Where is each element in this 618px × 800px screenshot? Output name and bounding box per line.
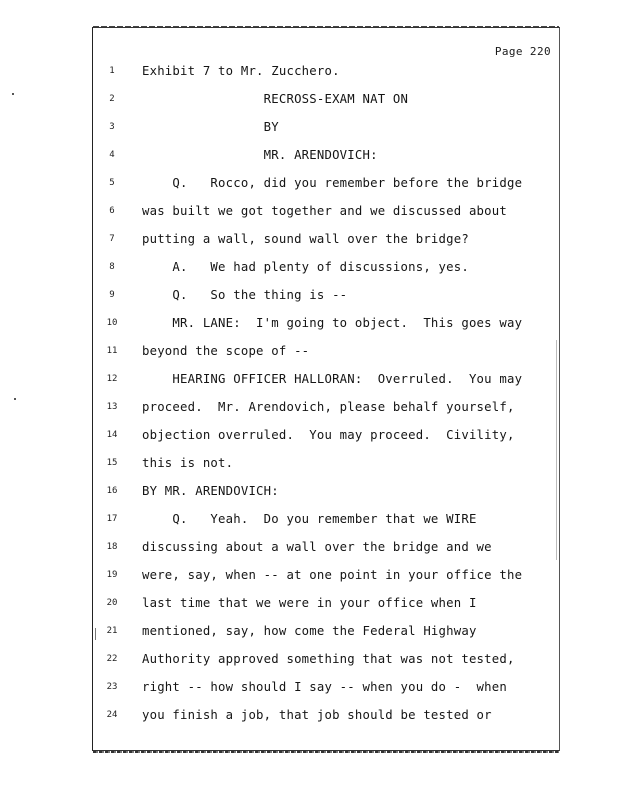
line-number: 16	[106, 486, 118, 496]
transcript-line: HEARING OFFICER HALLORAN: Overruled. You may	[142, 372, 523, 386]
transcript-line: Q. Rocco, did you remember before the bridge	[142, 176, 523, 190]
transcript-line: were, say, when -- at one point in your office the	[142, 568, 523, 582]
transcript-line: last time that we were in your office when I	[142, 596, 477, 610]
line-number: 24	[106, 710, 118, 720]
line-number: 6	[109, 206, 115, 216]
line-number: 4	[109, 150, 115, 160]
line-number: 2	[109, 94, 115, 104]
transcript-line: proceed. Mr. Arendovich, please behalf yourself,	[142, 400, 515, 414]
transcript-line: right -- how should I say -- when you do - when	[142, 680, 507, 694]
transcript-line: A. We had plenty of discussions, yes.	[142, 260, 469, 274]
transcript-line: BY MR. ARENDOVICH:	[142, 484, 279, 498]
top-border-rule	[93, 26, 559, 27]
line-number: 17	[106, 514, 118, 524]
transcript-line: discussing about a wall over the bridge and we	[142, 540, 492, 554]
transcript-line: mentioned, say, how come the Federal Highway	[142, 624, 477, 638]
bottom-border-rule	[93, 751, 559, 753]
scan-speck	[95, 628, 96, 640]
line-number: 23	[106, 682, 118, 692]
transcript-line: BY	[142, 120, 279, 134]
line-number: 9	[109, 290, 115, 300]
line-number: 19	[106, 570, 118, 580]
transcript-line: MR. ARENDOVICH:	[142, 148, 378, 162]
transcript-line: objection overruled. You may proceed. Civility,	[142, 428, 515, 442]
line-number: 8	[109, 262, 115, 272]
transcript-line: Q. So the thing is --	[142, 288, 348, 302]
transcript-line: was built we got together and we discussed about	[142, 204, 507, 218]
line-number: 15	[106, 458, 118, 468]
transcript-line: MR. LANE: I'm going to object. This goes way	[142, 316, 523, 330]
transcript-line: RECROSS-EXAM NAT ON	[142, 92, 409, 106]
scan-edge-line	[556, 340, 557, 560]
line-number: 12	[106, 374, 118, 384]
line-number: 14	[106, 430, 118, 440]
line-number: 13	[106, 402, 118, 412]
line-number: 3	[109, 122, 115, 132]
transcript-line: you finish a job, that job should be tested or	[142, 708, 492, 722]
line-number: 21	[106, 626, 118, 636]
line-number: 22	[106, 654, 118, 664]
line-number: 11	[106, 346, 118, 356]
scan-speck	[14, 398, 16, 400]
scan-speck	[12, 93, 14, 95]
line-number: 5	[109, 178, 115, 188]
line-number: 10	[106, 318, 118, 328]
transcript-line: this is not.	[142, 456, 234, 470]
transcript-line: beyond the scope of --	[142, 344, 310, 358]
page-number-label: Page 220	[494, 45, 551, 58]
line-number: 18	[106, 542, 118, 552]
transcript-page-frame	[92, 27, 560, 751]
line-number: 20	[106, 598, 118, 608]
transcript-line: Exhibit 7 to Mr. Zucchero.	[142, 64, 340, 78]
transcript-line: Q. Yeah. Do you remember that we WIRE	[142, 512, 477, 526]
transcript-line: Authority approved something that was not tested,	[142, 652, 515, 666]
line-number: 7	[109, 234, 115, 244]
transcript-line: putting a wall, sound wall over the bridge?	[142, 232, 469, 246]
line-number: 1	[109, 66, 115, 76]
